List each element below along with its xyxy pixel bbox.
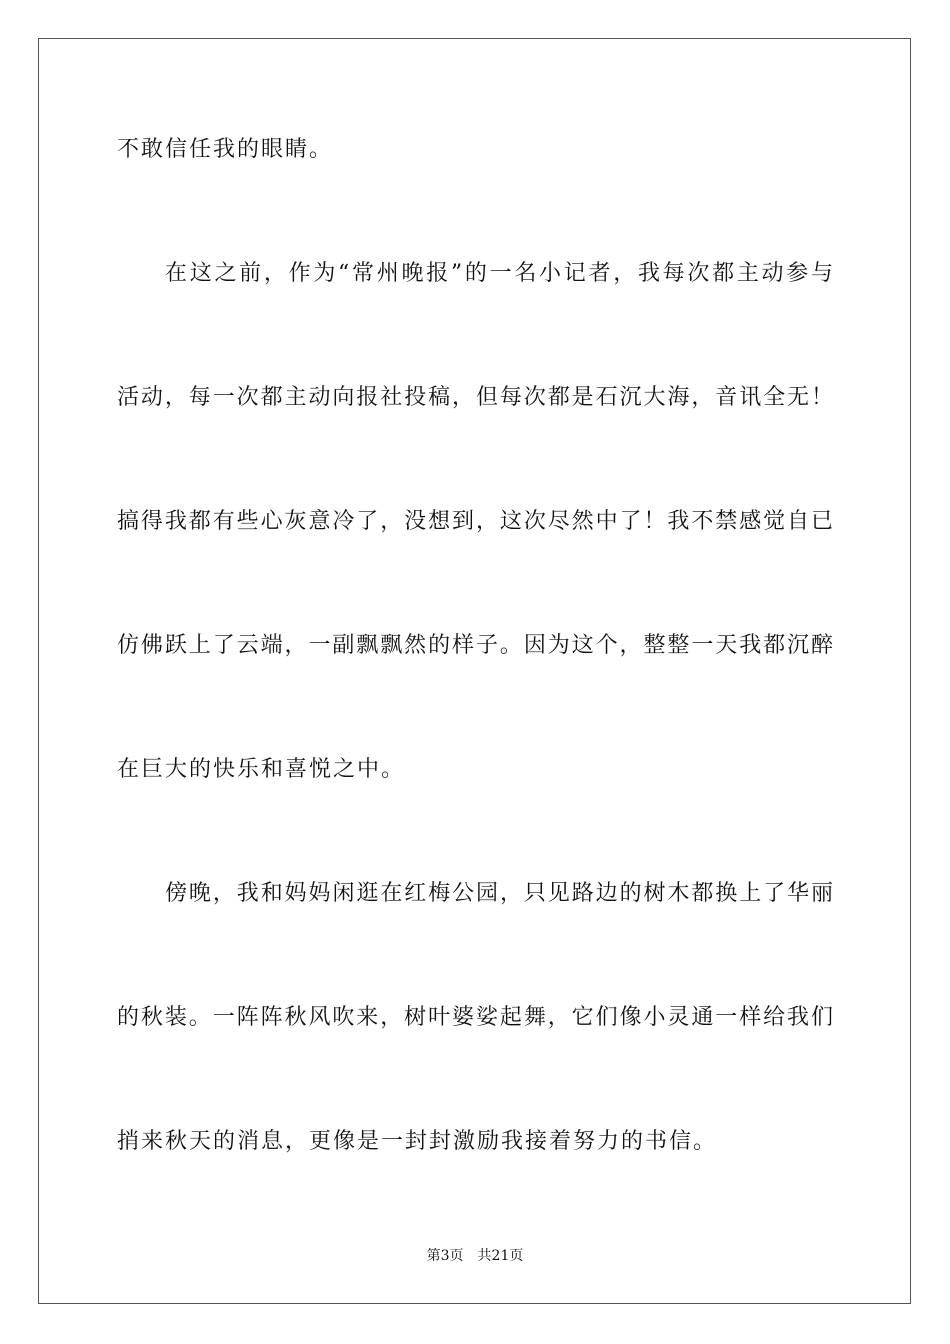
page-number: 第3页 xyxy=(426,1248,464,1264)
text-line: 傍晚，我和妈妈闲逛在红梅公园，只见路边的树木都换上了华丽 xyxy=(165,881,833,906)
page-footer xyxy=(0,1246,950,1266)
text-line: 捎来秋天的消息，更像是一封封激励我接着努力的书信。 xyxy=(117,1129,718,1154)
text-line: 搞得我都有些心灰意冷了，没想到，这次尽然中了！我不禁感觉自已 xyxy=(117,509,833,534)
text-line: 的秋装。一阵阵秋风吹来，树叶婆娑起舞，它们像小灵通一样给我们 xyxy=(117,1005,833,1030)
text-line: 不敢信任我的眼睛。 xyxy=(117,137,334,162)
text-line: 活动，每一次都主动向报社投稿，但每次都是石沉大海，音讯全无！ xyxy=(117,385,833,410)
page-frame xyxy=(38,38,911,1304)
text-line: 在巨大的快乐和喜悦之中。 xyxy=(117,757,406,782)
page-total: 共21页 xyxy=(477,1248,524,1264)
text-line: 仿佛跃上了云端，一副飘飘然的样子。因为这个，整整一天我都沉醉 xyxy=(117,633,833,658)
text-line: 在这之前，作为“常州晚报”的一名小记者，我每次都主动参与 xyxy=(165,261,833,286)
